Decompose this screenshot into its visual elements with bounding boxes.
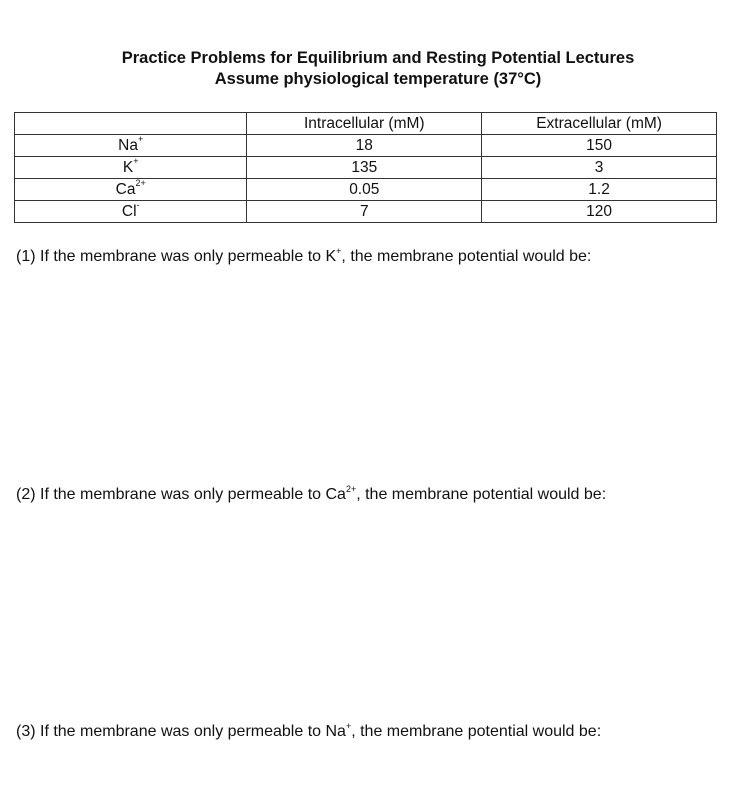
extracellular-value: 120 [482,201,717,223]
table-row [15,135,717,157]
question-charge: + [345,720,352,731]
ion-concentration-table [14,112,717,223]
ion-charge: - [136,200,140,211]
ion-charge: + [137,134,144,145]
extracellular-value: 1.2 [482,179,717,201]
ion-symbol: Ca [115,180,136,198]
header-cell-extracellular: Extracellular (mM) [482,113,717,135]
ion-charge: 2+ [135,178,146,189]
table-row [15,179,717,201]
ion-cell [15,157,247,179]
question-1 [16,245,592,266]
table-header-row [15,113,717,135]
extracellular-value: 3 [482,157,717,179]
ion-charge: + [133,156,139,167]
title-line-1: Practice Problems for Equilibrium and Resting Potential Lectures [121,49,635,67]
ion-cell [15,135,247,157]
question-prefix: (3) If the membrane was only permeable to [16,723,326,740]
intracellular-value: 135 [247,157,482,179]
ion-symbol: K [122,158,134,176]
ion-symbol: Na [118,136,138,154]
intracellular-value: 7 [247,201,482,223]
title-line-2: Assume physiological temperature (37°C) [214,70,542,88]
ion-symbol: Cl [121,202,137,220]
question-ion: Na [325,723,346,740]
header-cell-ion [15,113,247,135]
extracellular-value: 150 [482,135,717,157]
question-charge: 2+ [345,483,357,494]
question-3 [16,720,602,741]
header-cell-intracellular: Intracellular (mM) [247,113,482,135]
question-prefix: (2) If the membrane was only permeable to [16,486,326,503]
question-ion: Ca [325,486,346,503]
question-charge: + [336,245,342,256]
question-prefix: (1) If the membrane was only permeable to [16,248,326,265]
question-suffix: , the membrane potential would be: [356,486,607,503]
question-suffix: , the membrane potential would be: [351,723,602,740]
question-ion: K [325,248,337,265]
table-row [15,201,717,223]
ion-cell [15,179,247,201]
intracellular-value: 18 [247,135,482,157]
question-2 [16,483,607,504]
ion-cell [15,201,247,223]
question-suffix: , the membrane potential would be: [341,248,592,265]
table-row [15,157,717,179]
page-title [0,48,756,90]
intracellular-value: 0.05 [247,179,482,201]
